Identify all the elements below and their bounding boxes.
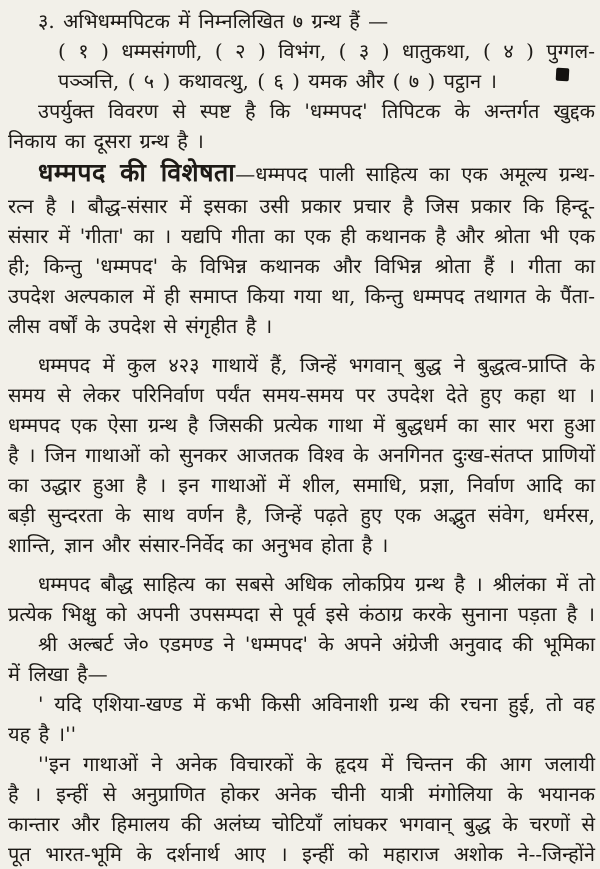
text-line: शान्ति, ज्ञान और संसार-निर्वेद का अनुभव होता है । bbox=[8, 533, 389, 557]
text-line: ३. अभिधम्मपिटक में निम्नलिखित ७ ग्रन्थ हैं — bbox=[38, 9, 389, 33]
section-heading-line: धम्मपद की विशेषता—धम्मपद पाली साहित्य का एक अमूल्य ग्रन्थ- bbox=[38, 158, 595, 187]
text-line: लीस वर्षों के उपदेश से संगृहीत है । bbox=[8, 314, 273, 338]
text-line: ''इन गाथाओं ने अनेक विचारकों के हृदय में चिन्तन की आग जलायी bbox=[38, 752, 595, 776]
text-line: है । जिन गाथाओं को सुनकर आजतक विश्व के अनगिनत दुःख-संतप्त प्राणियों bbox=[8, 443, 595, 467]
text-line: श्री अल्बर्ट जे० एडमण्ड ने 'धम्मपद' के अपने अंग्रेजी अनुवाद की भूमिका bbox=[38, 632, 595, 656]
text-line: ( १ ) धम्मसंगणी, ( २ ) विभंग, ( ३ ) धातुकथा, ( ४ ) पुग्गल- bbox=[58, 39, 595, 63]
text-line: पञ्ञत्ति, ( ५ ) कथावत्थु, ( ६ ) यमक और ( ७ ) पट्ठान । bbox=[58, 69, 498, 93]
text-line: रत्न है । बौद्ध-संसार में इसका उसी प्रकार प्रचार है जिस प्रकार कि हिन्दू- bbox=[8, 194, 595, 218]
ink-blot-artifact bbox=[556, 68, 570, 82]
text-line: है । इन्हीं से अनुप्राणित होकर अनेक चीनी यात्री मंगोलिया के भयानक bbox=[8, 782, 595, 806]
text-line: का उद्धार हुआ है । इन गाथाओं में शील, समाधि, प्रज्ञा, निर्वाण आदि का bbox=[8, 473, 595, 497]
text-line: धम्मपद एक ऐसा ग्रन्थ है जिसकी प्रत्येक गाथा में बुद्धधर्म का सार भरा हुआ bbox=[8, 413, 595, 437]
text-line: निकाय का दूसरा ग्रन्थ है । bbox=[8, 129, 204, 153]
text-line: पूत भारत-भूमि के दर्शनार्थ आए । इन्हीं को महाराज अशोक ने--जिन्होंने bbox=[8, 842, 595, 866]
text-line: उपदेश अल्पकाल में ही समाप्त किया गया था, किन्तु धम्मपद तथागत के पैंता- bbox=[8, 284, 595, 308]
text-line: ही; किन्तु 'धम्मपद' के विभिन्न कथानक और विभिन्न श्रोता हैं । गीता का bbox=[8, 254, 595, 278]
text-line: प्रत्येक भिक्षु को अपनी उपसम्पदा से पूर्व इसे कंठाग्र करके सुनाना पड़ता है । bbox=[8, 602, 595, 626]
text-line: कान्तार और हिमालय की अलंघ्य चोटियाँ लांघकर भगवान् बुद्ध के चरणों से bbox=[8, 812, 595, 836]
section-heading: धम्मपद की विशेषता bbox=[38, 158, 236, 187]
text-line: संसार में 'गीता' का । यद्यपि गीता का एक ही कथानक है और श्रोता भी एक bbox=[8, 224, 595, 248]
text-line: यह है ।'' bbox=[8, 722, 77, 746]
text-line: ' यदि एशिया-खण्ड में कभी किसी अविनाशी ग्रन्थ की रचना हुई, तो वह bbox=[38, 692, 595, 716]
text-line: धम्मपद में कुल ४२३ गाथायें हैं, जिन्हें भगवान् बुद्ध ने बुद्धत्व-प्राप्ति के bbox=[38, 353, 595, 377]
text-line: बड़ी सुन्दरता के साथ वर्णन है, जिन्हें पढ़ते हुए एक अद्भुत संवेग, धर्मरस, bbox=[8, 503, 595, 527]
text-column bbox=[8, 6, 595, 869]
text-line: उपर्युक्त विवरण से स्पष्ट है कि 'धम्मपद' तिपिटक के अन्तर्गत खुद्दक bbox=[38, 99, 595, 123]
text-line: धम्मपद बौद्ध साहित्य का सबसे अधिक लोकप्रिय ग्रन्थ है । श्रीलंका में तो bbox=[38, 572, 595, 596]
text-line: में लिखा है— bbox=[8, 662, 108, 686]
text-line: समय से लेकर परिनिर्वाण पर्यंत समय-समय पर उपदेश देते हुए कहा था । bbox=[8, 383, 595, 407]
